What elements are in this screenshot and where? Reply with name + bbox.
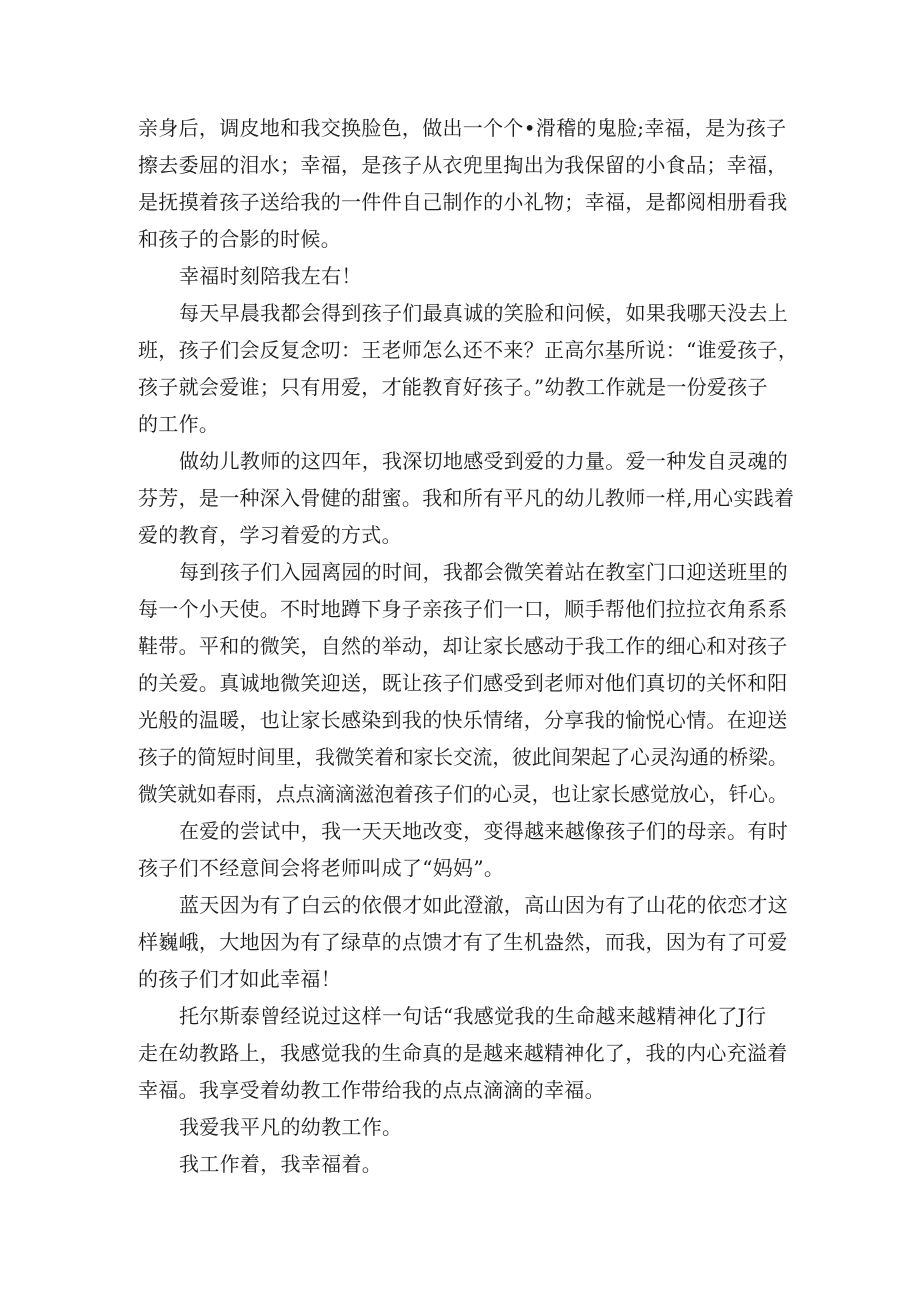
text-line: 在爱的尝试中，我一天天地改变，变得越来越像孩子们的母亲。有时 bbox=[179, 819, 788, 843]
text-line: 爱的教育，学习着爱的方式。 bbox=[138, 523, 402, 547]
text-line: 样巍峨，大地因为有了绿草的点馈才有了生机盎然，而我，因为有了可爱 bbox=[138, 930, 788, 954]
text-line: 做幼儿教师的这四年，我深切地感受到爱的力量。爱一种发自灵魂的 bbox=[179, 449, 788, 473]
text-line: 幸福。我享受着幼教工作带给我的点点滴滴的幸福。 bbox=[138, 1078, 605, 1102]
text-line: 孩子的简短时间里，我微笑着和家长交流，彼此间架起了心灵沟通的桥梁。 bbox=[138, 746, 788, 769]
text-line: 幸福时刻陪我左右！ bbox=[179, 264, 362, 288]
text-line: 班，孩子们会反复念叨：王老师怎么还不来？正高尔基所说：“谁爱孩子， bbox=[138, 338, 799, 362]
text-line: 和孩子的合影的时候。 bbox=[138, 227, 341, 251]
text-line: 鞋带。平和的微笑，自然的举动，却让家长感动于我工作的细心和对孩子 bbox=[138, 634, 788, 658]
text-line: 孩子们不经意间会将老师叫成了“妈妈”。 bbox=[138, 856, 505, 880]
text-line: 光般的温暖，也让家长感染到我的快乐情绪，分享我的愉悦心情。在迎送 bbox=[138, 708, 788, 732]
text-line: 托尔斯泰曾经说过这样一句话“我感觉我的生命越来越精神化了J行 bbox=[179, 1004, 767, 1028]
text-line: 的孩子们才如此幸福！ bbox=[138, 967, 341, 991]
text-line: 每一个小天使。不时地蹲下身子亲孩子们一口，顺手帮他们拉拉衣角系系 bbox=[138, 597, 788, 621]
text-line: 我爱我平凡的幼教工作。 bbox=[179, 1115, 403, 1139]
text-line: 芬芳，是一种深入骨健的甜蜜。我和所有平凡的幼儿教师一样,用心实践着 bbox=[138, 486, 795, 510]
text-line: 每到孩子们入园离园的时间，我都会微笑着站在教室门口迎送班里的 bbox=[179, 560, 788, 584]
text-line: 微笑就如春雨，点点滴滴滋泡着孩子们的心灵，也让家长感觉放心，钎心。 bbox=[138, 783, 788, 806]
text-line: 是抚摸着孩子送给我的一件件自己制作的小礼物；幸福，是都阅相册看我 bbox=[138, 190, 788, 214]
body-text bbox=[138, 110, 798, 1183]
text-line: 蓝天因为有了白云的依偎才如此澄澈，高山因为有了山花的依恋才这 bbox=[179, 893, 788, 917]
text-line: 孩子就会爱谁；只有用爱，才能教育好孩子。”幼教工作就是一份爱孩子 bbox=[138, 375, 768, 399]
text-line: 我工作着，我幸福着。 bbox=[179, 1152, 382, 1176]
text-line: 擦去委屈的泪水；幸福，是孩子从衣兜里掏出为我保留的小食品；幸福， bbox=[138, 153, 788, 177]
text-line: 的工作。 bbox=[138, 412, 220, 436]
text-line: 亲身后，调皮地和我交换脸色，做出一个个•滑稽的鬼脸;幸福，是为孩子 bbox=[138, 116, 787, 140]
text-line: 的关爱。真诚地微笑迎送，既让孩子们感受到老师对他们真切的关怀和阳 bbox=[138, 671, 788, 695]
text-line: 每天早晨我都会得到孩子们最真诚的笑脸和问候，如果我哪天没去上 bbox=[179, 301, 788, 325]
text-line: 走在幼教路上，我感觉我的生命真的是越来越精神化了，我的内心充溢着 bbox=[138, 1041, 788, 1065]
